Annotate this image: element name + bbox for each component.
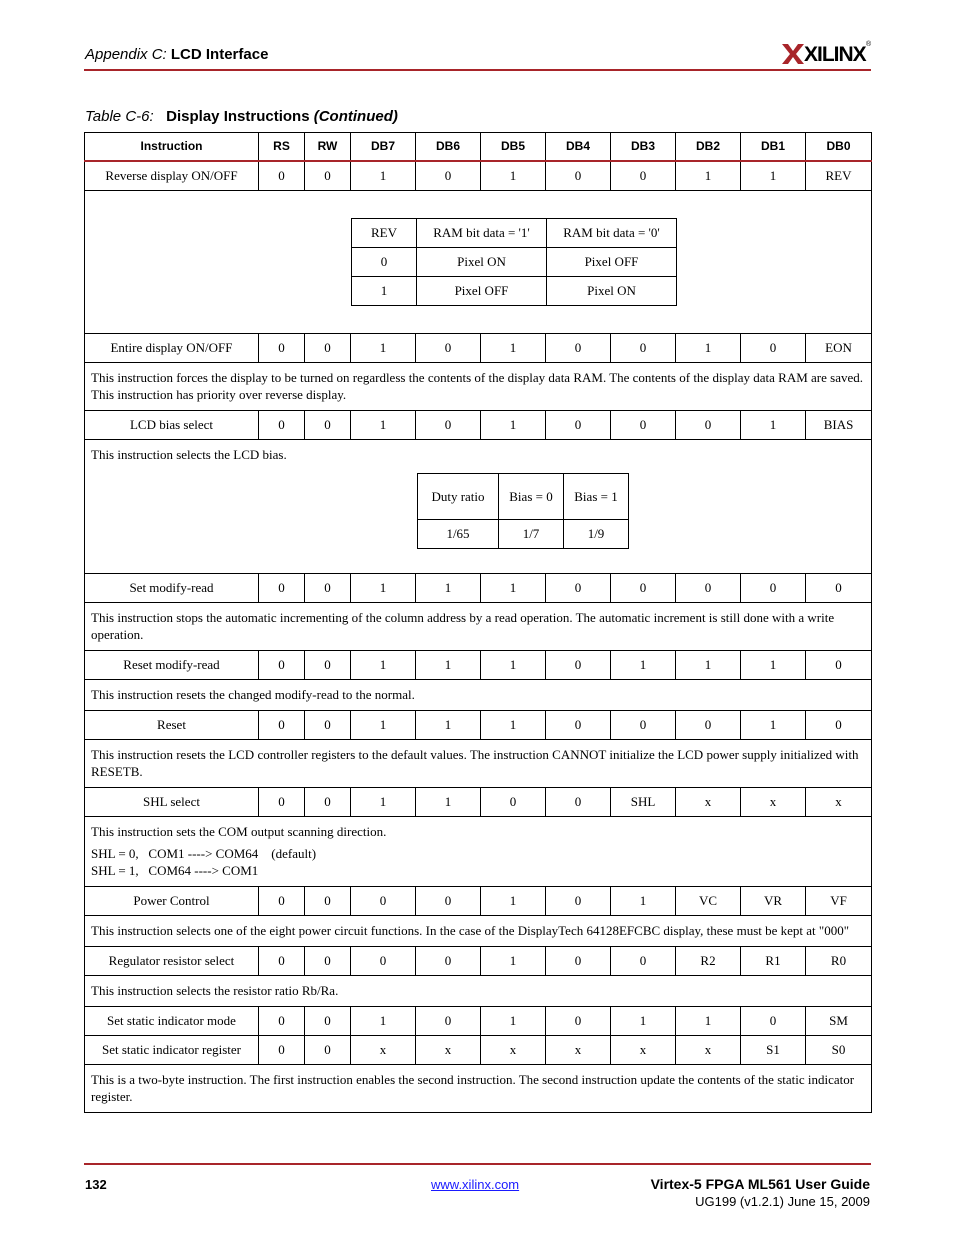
regulator-description: This instruction selects the resistor ratio Rb/Ra. — [85, 975, 872, 1006]
table-cell: x — [351, 1035, 416, 1064]
table-cell: 0 — [351, 886, 416, 915]
rev-table-wrap — [85, 191, 871, 333]
description-row — [85, 1064, 872, 1112]
table-cell: 1 — [351, 410, 416, 439]
table-cell: 1 — [351, 161, 416, 191]
reset-description: This instruction resets the LCD controller registers to the default values. The instruction CANNOT initialize the LCD power supply initialized with RESETB. — [85, 739, 872, 787]
bias-table-wrap — [91, 463, 865, 573]
table-cell: 1 — [741, 710, 806, 739]
table-cell: 0 — [611, 410, 676, 439]
table-header-row — [85, 133, 872, 161]
instruction-name: Regulator resistor select — [85, 946, 259, 975]
instruction-name: Set modify-read — [85, 573, 259, 602]
subtable-cell: Pixel ON — [547, 276, 677, 305]
table-cell: 0 — [546, 333, 611, 362]
col-header: RW — [305, 133, 351, 161]
table-row — [85, 1006, 872, 1035]
instruction-name: SHL select — [85, 787, 259, 816]
running-header — [85, 46, 268, 63]
table-cell: 1 — [676, 1006, 741, 1035]
table-cell: 0 — [305, 886, 351, 915]
subtable-cell: Bias = 1 — [564, 473, 629, 519]
table-cell: 1 — [741, 410, 806, 439]
shl-description-cell — [85, 816, 872, 886]
table-row — [85, 573, 872, 602]
table-cell: 1 — [481, 161, 546, 191]
table-cell: x — [481, 1035, 546, 1064]
table-row — [85, 333, 872, 362]
table-cell: 0 — [259, 333, 305, 362]
table-cell: SM — [806, 1006, 872, 1035]
table-cell: 1 — [481, 573, 546, 602]
table-row — [85, 787, 872, 816]
subtable-row — [418, 519, 629, 548]
table-cell: R1 — [741, 946, 806, 975]
table-cell: 0 — [546, 650, 611, 679]
table-cell: 1 — [481, 333, 546, 362]
table-cell: 0 — [611, 161, 676, 191]
bias-description: This instruction selects the LCD bias. — [91, 446, 287, 462]
description-row — [85, 602, 872, 650]
table-cell: 1 — [351, 333, 416, 362]
subtable-cell: REV — [352, 218, 417, 247]
table-cell: 1 — [481, 946, 546, 975]
subtable-cell: Duty ratio — [418, 473, 499, 519]
col-header: DB0 — [806, 133, 872, 161]
table-cell: 1 — [481, 410, 546, 439]
table-cell: 0 — [806, 573, 872, 602]
table-cell: EON — [806, 333, 872, 362]
registered-mark: ® — [866, 41, 872, 48]
xilinx-logo — [782, 40, 872, 68]
table-cell: 0 — [676, 410, 741, 439]
table-cell: 1 — [351, 573, 416, 602]
guide-title: Virtex-5 FPGA ML561 User Guide — [650, 1176, 870, 1192]
table-cell: 0 — [259, 410, 305, 439]
subtable-cell: 1 — [352, 276, 417, 305]
page-number: 132 — [85, 1177, 107, 1192]
table-cell: 0 — [305, 410, 351, 439]
table-cell: x — [676, 1035, 741, 1064]
table-caption — [85, 108, 398, 125]
table-cell: 1 — [481, 710, 546, 739]
shl-line-1: SHL = 0, COM1 ----> COM64 (default) — [91, 845, 317, 861]
table-cell: 1 — [676, 650, 741, 679]
section-label: Appendix C: — [85, 46, 167, 63]
subtable-row — [418, 473, 629, 519]
shl-description: This instruction sets the COM output scanning direction. — [91, 823, 387, 839]
website-link[interactable]: www.xilinx.com — [431, 1177, 520, 1192]
instruction-name: Set static indicator mode — [85, 1006, 259, 1035]
table-continued: (Continued) — [313, 108, 398, 125]
table-cell: 0 — [611, 710, 676, 739]
table-cell: 1 — [611, 1006, 676, 1035]
table-cell: 1 — [741, 161, 806, 191]
table-cell: 1 — [481, 650, 546, 679]
description-row — [85, 739, 872, 787]
table-cell: VC — [676, 886, 741, 915]
table-cell: 1 — [351, 650, 416, 679]
subtable-cell: 1/65 — [418, 519, 499, 548]
instruction-name: Entire display ON/OFF — [85, 333, 259, 362]
subtable-cell: Pixel ON — [417, 247, 547, 276]
table-cell: 0 — [546, 886, 611, 915]
table-cell: 0 — [416, 946, 481, 975]
shl-line-2: SHL = 1, COM64 ----> COM1 — [91, 862, 259, 878]
description-row — [85, 816, 872, 886]
setmod-description: This instruction stops the automatic incrementing of the column address by a read operation. The automatic increment is still done with a write operation. — [85, 602, 872, 650]
subtable-cell: RAM bit data = '0' — [547, 218, 677, 247]
table-cell: 0 — [416, 333, 481, 362]
description-row — [85, 975, 872, 1006]
subtable-cell: Bias = 0 — [499, 473, 564, 519]
table-cell: 0 — [611, 946, 676, 975]
table-cell: 0 — [741, 333, 806, 362]
rev-description-cell — [85, 190, 872, 333]
table-cell: 1 — [611, 650, 676, 679]
subtable-cell: 0 — [352, 247, 417, 276]
col-header: DB4 — [546, 133, 611, 161]
instruction-name: Reverse display ON/OFF — [85, 161, 259, 191]
table-cell: 0 — [546, 161, 611, 191]
table-title: Display Instructions — [166, 108, 310, 125]
col-header: DB5 — [481, 133, 546, 161]
table-cell: 0 — [305, 573, 351, 602]
subtable-cell: 1/7 — [499, 519, 564, 548]
table-label: Table C-6: — [85, 108, 154, 125]
table-cell: 0 — [259, 573, 305, 602]
col-header: RS — [259, 133, 305, 161]
table-cell: 0 — [806, 710, 872, 739]
table-cell: 0 — [741, 1006, 806, 1035]
description-row — [85, 190, 872, 333]
table-cell: 0 — [416, 1006, 481, 1035]
table-row — [85, 710, 872, 739]
document-id: UG199 (v1.2.1) June 15, 2009 — [695, 1194, 870, 1209]
table-cell: 0 — [546, 710, 611, 739]
table-cell: 1 — [416, 650, 481, 679]
table-cell: 1 — [416, 710, 481, 739]
table-cell: 1 — [351, 1006, 416, 1035]
subtable-row — [352, 276, 677, 305]
rev-subtable — [351, 218, 677, 306]
subtable-row — [352, 218, 677, 247]
table-cell: VR — [741, 886, 806, 915]
table-cell: R2 — [676, 946, 741, 975]
col-header: DB1 — [741, 133, 806, 161]
table-cell: 0 — [305, 1006, 351, 1035]
subtable-cell: RAM bit data = '1' — [417, 218, 547, 247]
table-cell: 0 — [416, 410, 481, 439]
table-cell: 0 — [305, 333, 351, 362]
table-cell: 0 — [259, 1006, 305, 1035]
table-cell: BIAS — [806, 410, 872, 439]
table-cell: x — [806, 787, 872, 816]
table-cell: 1 — [351, 710, 416, 739]
table-cell: 0 — [416, 886, 481, 915]
col-header: DB2 — [676, 133, 741, 161]
description-row — [85, 679, 872, 710]
table-cell: 0 — [676, 573, 741, 602]
instruction-name: LCD bias select — [85, 410, 259, 439]
table-cell: 0 — [481, 787, 546, 816]
table-cell: 0 — [259, 787, 305, 816]
instruction-name: Reset — [85, 710, 259, 739]
table-cell: 1 — [676, 333, 741, 362]
table-cell: 0 — [351, 946, 416, 975]
table-cell: S0 — [806, 1035, 872, 1064]
table-cell: 0 — [259, 1035, 305, 1064]
description-row — [85, 915, 872, 946]
bias-description-cell — [85, 439, 872, 573]
table-cell: 0 — [259, 650, 305, 679]
table-cell: 0 — [676, 710, 741, 739]
table-cell: 0 — [611, 333, 676, 362]
logo-wordmark: XILINX — [804, 43, 866, 66]
table-cell: 0 — [259, 161, 305, 191]
col-header: DB7 — [351, 133, 416, 161]
table-cell: 1 — [611, 886, 676, 915]
table-cell: 0 — [546, 573, 611, 602]
table-cell: SHL — [611, 787, 676, 816]
instruction-name: Power Control — [85, 886, 259, 915]
col-header: Instruction — [85, 133, 259, 161]
col-header: DB3 — [611, 133, 676, 161]
table-cell: x — [546, 1035, 611, 1064]
subtable-row — [352, 247, 677, 276]
entire-description: This instruction forces the display to be turned on regardless the contents of the display data RAM. The contents of the display data RAM are saved. This instruction has priority over reverse display. — [85, 362, 872, 410]
description-row — [85, 439, 872, 573]
resetmod-description: This instruction resets the changed modify-read to the normal. — [85, 679, 872, 710]
table-cell: 1 — [351, 787, 416, 816]
table-cell: x — [741, 787, 806, 816]
table-cell: 0 — [546, 946, 611, 975]
table-cell: x — [416, 1035, 481, 1064]
table-row — [85, 946, 872, 975]
subtable-cell: Pixel OFF — [417, 276, 547, 305]
col-header: DB6 — [416, 133, 481, 161]
table-row — [85, 650, 872, 679]
table-cell: R0 — [806, 946, 872, 975]
instruction-name: Reset modify-read — [85, 650, 259, 679]
table-cell: 0 — [546, 1006, 611, 1035]
description-row — [85, 362, 872, 410]
table-cell: 1 — [741, 650, 806, 679]
table-cell: x — [676, 787, 741, 816]
table-row — [85, 1035, 872, 1064]
header-rule — [84, 69, 871, 71]
table-row — [85, 410, 872, 439]
table-cell: 1 — [481, 886, 546, 915]
table-cell: 0 — [305, 946, 351, 975]
table-cell: 0 — [806, 650, 872, 679]
footer-rule — [84, 1163, 871, 1165]
table-cell: 0 — [611, 573, 676, 602]
table-cell: 1 — [416, 787, 481, 816]
table-cell: 0 — [259, 886, 305, 915]
table-cell: 0 — [305, 650, 351, 679]
table-cell: 0 — [305, 1035, 351, 1064]
table-cell: S1 — [741, 1035, 806, 1064]
table-cell: 0 — [259, 946, 305, 975]
table-cell: 0 — [305, 710, 351, 739]
table-cell: 0 — [416, 161, 481, 191]
table-cell: 0 — [305, 161, 351, 191]
table-row — [85, 886, 872, 915]
subtable-cell: Pixel OFF — [547, 247, 677, 276]
table-cell: 0 — [741, 573, 806, 602]
table-cell: 1 — [676, 161, 741, 191]
table-cell: 0 — [259, 710, 305, 739]
table-cell: 1 — [481, 1006, 546, 1035]
table-cell: VF — [806, 886, 872, 915]
table-cell: 0 — [305, 787, 351, 816]
subtable-cell: 1/9 — [564, 519, 629, 548]
display-instructions-table — [84, 132, 872, 1113]
table-cell: REV — [806, 161, 872, 191]
section-title: LCD Interface — [170, 46, 269, 63]
power-description: This instruction selects one of the eight power circuit functions. In the case of the DisplayTech 64128EFCBC display, these must be kept at "000" — [85, 915, 872, 946]
staticreg-description: This is a two-byte instruction. The first instruction enables the second instruction. The second instruction update the contents of the static indicator register. — [85, 1064, 872, 1112]
instruction-name: Set static indicator register — [85, 1035, 259, 1064]
table-cell: 0 — [546, 410, 611, 439]
table-cell: 1 — [416, 573, 481, 602]
bias-subtable — [417, 473, 629, 549]
table-row — [85, 161, 872, 191]
table-cell: 0 — [546, 787, 611, 816]
table-cell: x — [611, 1035, 676, 1064]
